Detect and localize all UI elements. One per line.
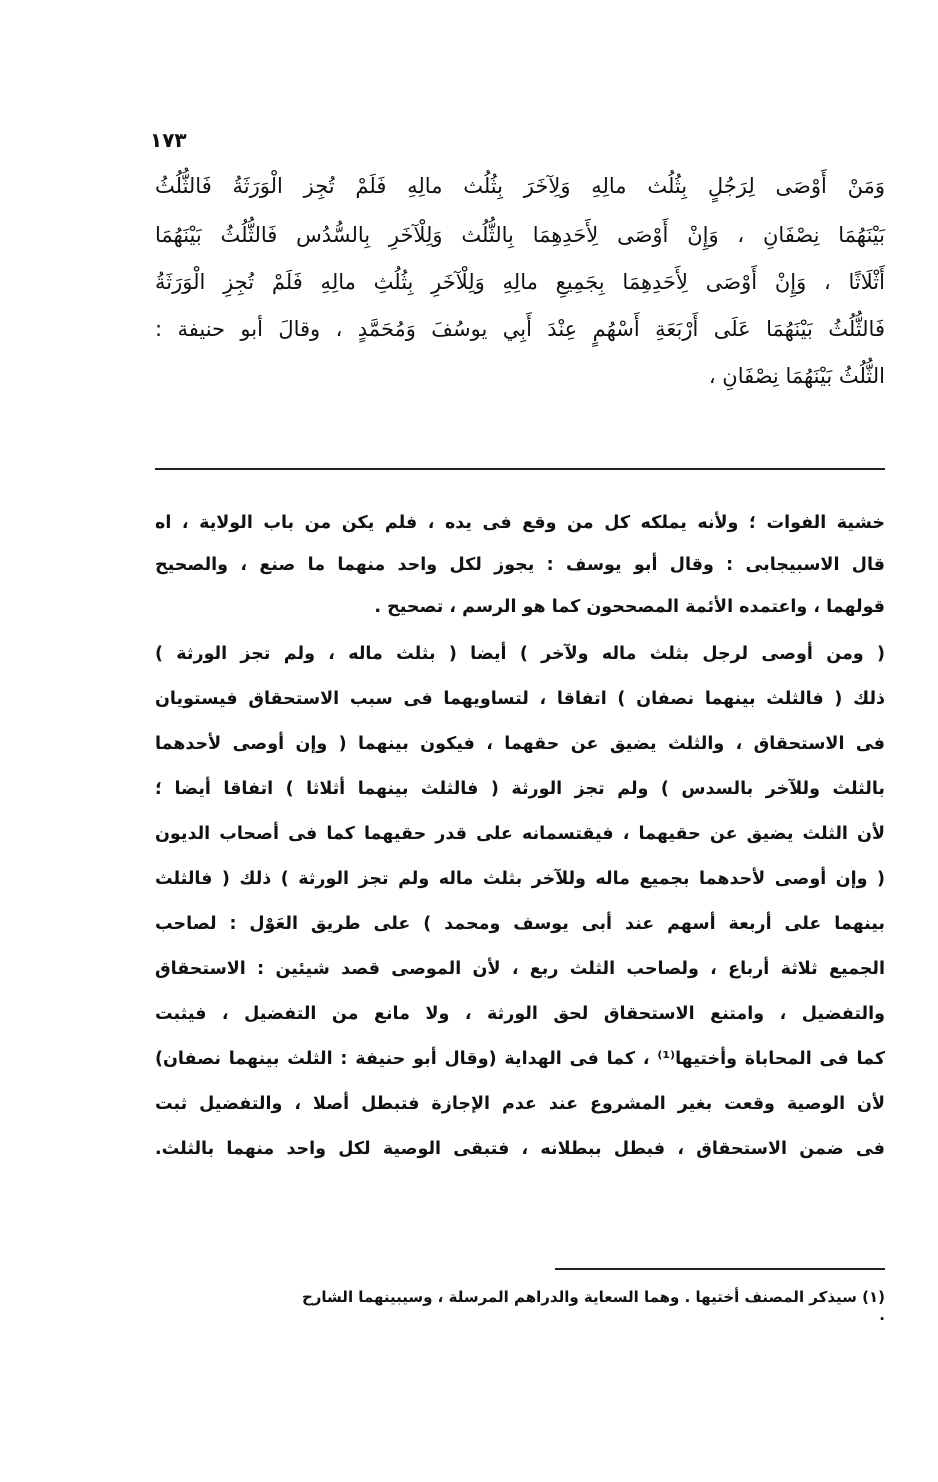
- commentary-line: والتفضيل ، وامتنع الاستحقاق لحق الورثة ، ولا مانع من التفضيل ، فيثبت: [155, 1004, 885, 1024]
- commentary-line: الجميع ثلاثة أرباع ، ولصاحب الثلث ربع ، لأن الموصى قصد شيئين : الاستحقاق: [155, 959, 885, 979]
- commentary-line: ذلك ( فالثلث بينهما نصفان ) اتفاقا ، لتساويهما فى سبب الاستحقاق فيستويان: [155, 689, 885, 709]
- commentary-line: لأن الوصية وقعت بغير المشروع عند عدم الإجازة فتبطل أصلا ، والتفضيل ثبت: [155, 1094, 885, 1114]
- matn-line: بَيْنَهُمَا نِصْفَانِ ، وَإِنْ أَوْصَى لِأَحَدِهِمَا بِالثُّلُث وَلِلْآخَرِ بِالسُّدُس فَالثُّلُثُ بَيْنَهُمَا: [155, 223, 885, 247]
- commentary-line: فى الاستحقاق ، والثلث يضيق عن حقهما ، فيكون بينهما ( وإن أوصى لأحدهما: [155, 734, 885, 754]
- matn-line: الثُّلُثُ بَيْنَهُمَا نِصْفَانِ ،: [708, 364, 885, 388]
- matn-line: أَثْلَاثًا ، وَإِنْ أَوْصَى لِأَحَدِهِمَا بِجَمِيعِ مالِهِ وَلِلْآخَرِ بِثُلُثِ مالِهِ فَلَمْ تُجِزِ الْوَرَثَةُ: [155, 270, 885, 294]
- commentary-line: قال الاسبيجابى : وقال أبو يوسف : يجوز لكل واحد منهما ما صنع ، والصحيح: [155, 555, 885, 575]
- commentary-line: بالثلث وللآخر بالسدس ) ولم تجز الورثة ( فالثلث بينهما أثلاثا ) اتفاقا أيضا ؛: [155, 779, 885, 799]
- commentary-line: لأن الثلث يضيق عن حقيهما ، فيقتسمانه على قدر حقيهما كما فى أصحاب الديون: [155, 824, 885, 844]
- footnote-divider: [555, 1268, 885, 1270]
- commentary-line: فى ضمن الاستحقاق ، فبطل ببطلانه ، فتبقى الوصية لكل واحد منهما بالثلث.: [155, 1139, 885, 1159]
- commentary-line: ( ومن أوصى لرجل بثلث ماله ولآخر ) أيضا ( بثلث ماله ، ولم تجز الورثة ): [155, 644, 885, 664]
- page-number: ١٧٣: [150, 128, 187, 152]
- matn-line: فَالثُّلُثُ بَيْنَهُمَا عَلَى أَرْبَعَةِ أَسْهُمٍ عِنْدَ أَبِي يوسُفَ وَمُحَمَّدٍ ، وقالَ أبو حنيفة :: [155, 317, 885, 341]
- commentary-line: قولهما ، واعتمده الأئمة المصححون كما هو الرسم ، تصحيح .: [374, 597, 885, 617]
- section-divider: [155, 468, 885, 470]
- commentary-line: ( وإن أوصى لأحدهما بجميع ماله وللآخر بثلث ماله ولم تجز الورثة ) ذلك ( فالثلث: [155, 869, 885, 889]
- commentary-line: كما فى المحاباة وأختيها⁽¹⁾ ، كما فى الهداية (وقال أبو حنيفة : الثلث بينهما نصفان): [155, 1049, 885, 1069]
- matn-line: وَمَنْ أَوْصَى لِرَجُلٍ بِثُلُث مالِهِ وَلِآخَرَ بِثُلُث مالِهِ فَلَمْ تُجِز الْوَرَثَةُ فَالثُّلُثُ: [155, 174, 885, 198]
- commentary-line: خشية الفوات ؛ ولأنه يملكه كل من وقع فى يده ، فلم يكن من باب الولاية ، اه: [155, 513, 885, 533]
- commentary-line: بينهما على أربعة أسهم عند أبى يوسف ومحمد ) على طريق العَوْل : لصاحب: [155, 914, 885, 934]
- footnote: (١) سيذكر المصنف أختيها . وهما السعاية والدراهم المرسلة ، وسيبينهما الشارح .: [301, 1288, 885, 1324]
